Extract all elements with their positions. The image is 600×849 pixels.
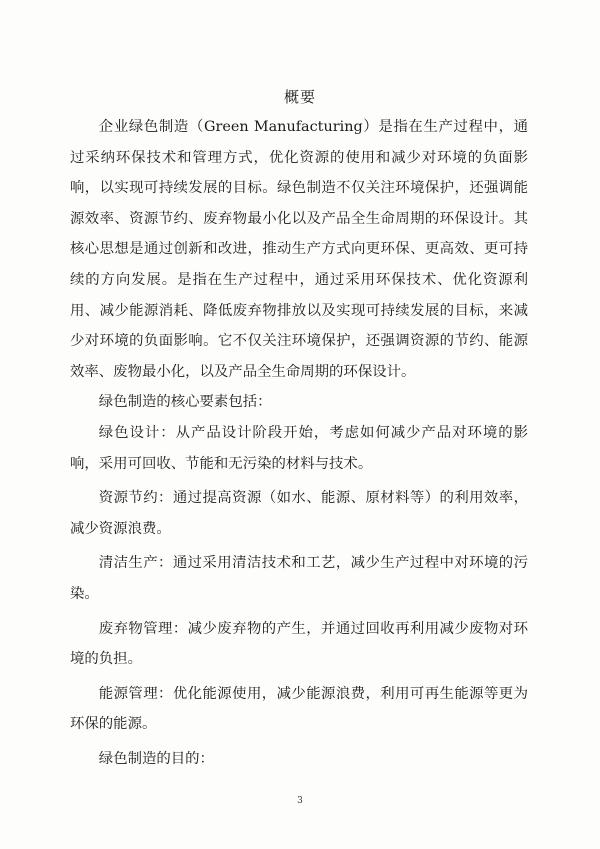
- paragraph-intro: 企业绿色制造（Green Manufacturing）是指在生产过程中，通过采纳环保技术和管理方式，优化资源的使用和减少对环境的负面影响，以实现可持续发展的目标。绿色制造不仅关注环境保护，还强调能源效率、资源节约、废弃物最小化以及产品全生命周期的环保设计。其核心思想是通过创新和改进，推动生产方式向更环保、更高效、更可持续的方向发展。是指在生产过程中，通过采用环保技术、优化资源利用、减少能源消耗、降低废弃物排放以及实现可持续发展的目标，来减少对环境的负面影响。它不仅关注环境保护，还强调资源的节约、能源效率、废物最小化，以及产品全生命周期的环保设计。: [70, 119, 528, 380]
- document-body: [70, 112, 528, 774]
- page-title: 概要: [283, 88, 316, 106]
- paragraph-purpose-heading: 绿色制造的目的：: [98, 750, 214, 767]
- paragraph-energy-management: 能源管理：优化能源使用，减少能源浪费，利用可再生能源等更为环保的能源。: [70, 685, 528, 733]
- page-number: 3: [297, 796, 303, 806]
- paragraph-green-design: 绿色设计：从产品设计阶段开始，考虑如何减少产品对环境的影响，采用可回收、节能和无污染的材料与技术。: [70, 424, 528, 472]
- paragraph-clean-production: 清洁生产：通过采用清洁技术和工艺，减少生产过程中对环境的污染。: [70, 555, 528, 602]
- paragraph-waste-management: 废弃物管理：减少废弃物的产生，并通过回收再利用减少废物对环境的负担。: [70, 620, 528, 668]
- paragraph-core-elements-heading: 绿色制造的核心要素包括：: [98, 394, 272, 411]
- paragraph-resource-saving: 资源节约：通过提高资源（如水、能源、原材料等）的利用效率，减少资源浪费。: [70, 490, 528, 537]
